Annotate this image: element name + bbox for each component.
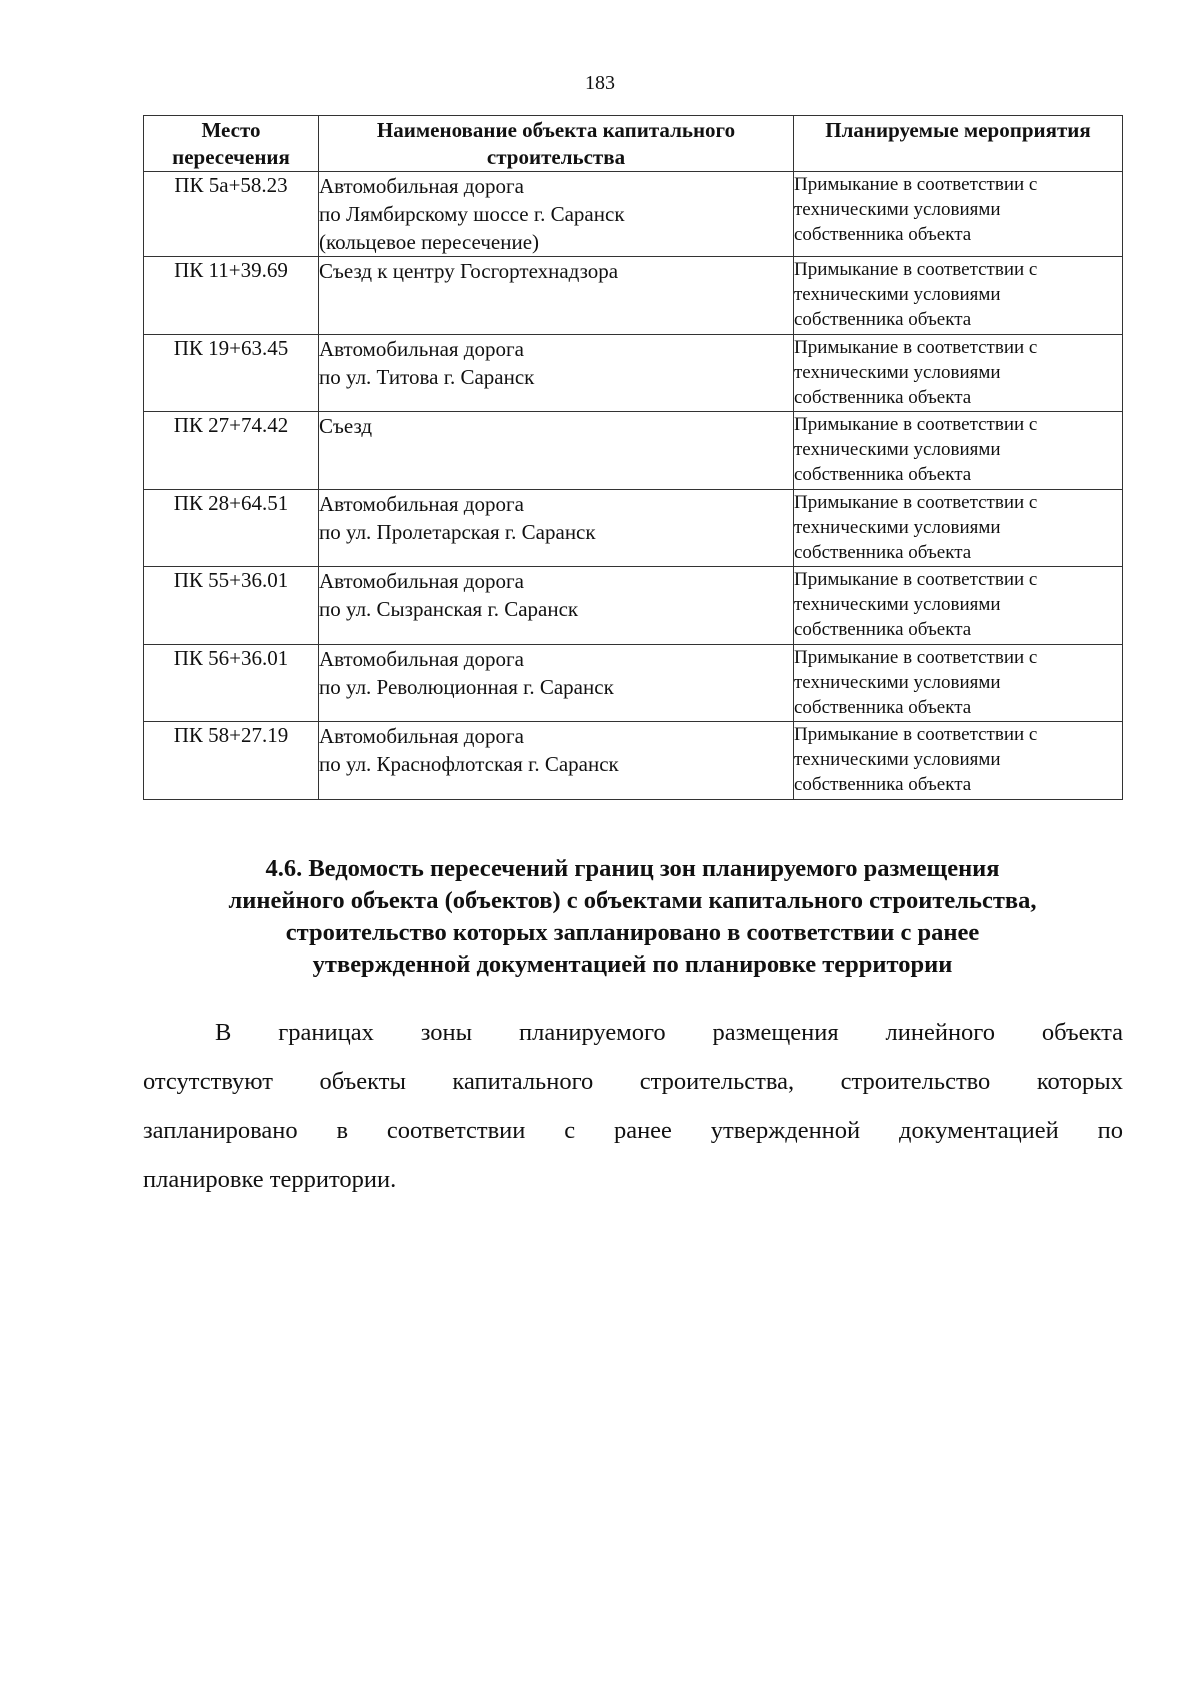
object-name-line: Автомобильная дорога [319,174,524,198]
planned-measure-line: техническими условиями [794,594,1001,615]
crossings-table [143,115,1123,800]
header-object-name-line: Наименование объекта капитального [376,118,736,142]
planned-measure-line: Примыкание в соответствии с [794,569,1038,590]
planned-measure-line: Примыкание в соответствии с [794,724,1038,745]
planned-measure-line: техническими условиями [794,361,1001,383]
object-name-line: Автомобильная дорога [319,491,524,516]
object-name-line: по ул. Пролетарская г. Саранск [319,519,596,544]
planned-measure-line: собственника объекта [794,696,972,718]
planned-measure-line: Примыкание в соответствии с [794,646,1038,668]
planned-measure-line: Примыкание в соответствии с [794,414,1038,435]
section-heading-line: утвержденной документацией по планировке территории [312,951,953,978]
planned-measure-line: Примыкание в соответствии с [794,491,1038,513]
crossing-place-cell: ПК 19+63.45 [144,334,319,412]
paragraph-line: планировке территории. [143,1166,397,1193]
table-header-row [144,116,1123,172]
object-name-line: (кольцевое пересечение) [319,230,540,254]
object-name-cell [319,257,794,335]
planned-measure-line: техническими условиями [794,671,1001,693]
planned-measure-line: Примыкание в соответствии с [794,174,1038,195]
object-name-cell [319,334,794,412]
crossing-place-cell: ПК 5а+58.23 [144,172,319,257]
object-name-line: по ул. Революционная г. Саранск [319,674,614,699]
crossing-place-cell: ПК 58+27.19 [144,722,319,800]
planned-measure-line: техническими условиями [794,199,1001,220]
object-name-cell [319,412,794,490]
header-planned-measures-line: Планируемые мероприятия [825,118,1091,142]
object-name-line: Автомобильная дорога [319,569,524,593]
planned-measure-line: собственника объекта [794,386,972,408]
section-heading-line: 4.6. Ведомость пересечений границ зон планируемого размещения [265,855,1000,882]
planned-measure-line: техническими условиями [794,516,1001,538]
paragraph-line: В границах зоны планируемого размещения линейного объекта [215,1019,1123,1046]
planned-measure-line: собственника объекта [794,774,972,795]
object-name-line: по ул. Титова г. Саранск [319,364,535,389]
paragraph-line: отсутствуют объекты капитального строительства, строительство которых [143,1068,1123,1095]
table-row [144,644,1123,722]
object-name-cell [319,172,794,257]
planned-measure-cell [794,722,1123,800]
planned-measure-line: Примыкание в соответствии с [794,259,1038,280]
header-place [144,116,319,172]
body-paragraph [143,1008,1123,1204]
header-object-name-line: строительства [486,145,626,169]
header-object-name [319,116,794,172]
object-name-line: по ул. Краснофлотская г. Саранск [319,752,619,776]
table-row [144,172,1123,257]
section-heading [140,853,1125,981]
planned-measure-line: собственника объекта [794,224,972,245]
planned-measure-line: Примыкание в соответствии с [794,336,1038,358]
object-name-line: Съезд к центру Госгортехнадзора [319,259,619,283]
table-row [144,412,1123,490]
table-row [144,722,1123,800]
planned-measure-cell [794,334,1123,412]
section-heading-line: строительство которых запланировано в соответствии с ранее [285,919,980,946]
object-name-line: по ул. Сызранская г. Саранск [319,597,579,621]
planned-measure-line: собственника объекта [794,619,972,640]
planned-measure-line: техническими условиями [794,284,1001,305]
section-heading-line: линейного объекта (объектов) с объектами капитального строительства, [228,887,1037,914]
object-name-cell [319,722,794,800]
header-planned-measures [794,116,1123,172]
object-name-cell [319,567,794,645]
planned-measure-cell [794,257,1123,335]
crossing-place-cell: ПК 11+39.69 [144,257,319,335]
planned-measure-cell [794,644,1123,722]
planned-measure-line: собственника объекта [794,309,972,330]
planned-measure-line: собственника объекта [794,464,972,485]
crossing-place-cell: ПК 27+74.42 [144,412,319,490]
table-row [144,334,1123,412]
object-name-line: по Лямбирскому шоссе г. Саранск [319,202,625,226]
crossing-place-cell: ПК 28+64.51 [144,489,319,567]
header-place-line: Место [201,118,261,142]
planned-measure-cell [794,412,1123,490]
object-name-cell [319,489,794,567]
header-place-line: пересечения [172,145,290,169]
planned-measure-cell [794,489,1123,567]
planned-measure-line: техническими условиями [794,439,1001,460]
object-name-cell [319,644,794,722]
object-name-line: Автомобильная дорога [319,646,524,671]
planned-measure-line: собственника объекта [794,541,972,563]
table-row [144,489,1123,567]
planned-measure-line: техническими условиями [794,749,1001,770]
object-name-line: Автомобильная дорога [319,724,524,748]
planned-measure-cell [794,567,1123,645]
object-name-line: Съезд [319,414,373,438]
table-row [144,567,1123,645]
crossing-place-cell: ПК 55+36.01 [144,567,319,645]
crossing-place-cell: ПК 56+36.01 [144,644,319,722]
object-name-line: Автомобильная дорога [319,336,524,361]
planned-measure-cell [794,172,1123,257]
page-number: 183 [585,72,615,94]
paragraph-line: запланировано в соответствии с ранее утвержденной документацией по [143,1117,1123,1144]
table-row [144,257,1123,335]
